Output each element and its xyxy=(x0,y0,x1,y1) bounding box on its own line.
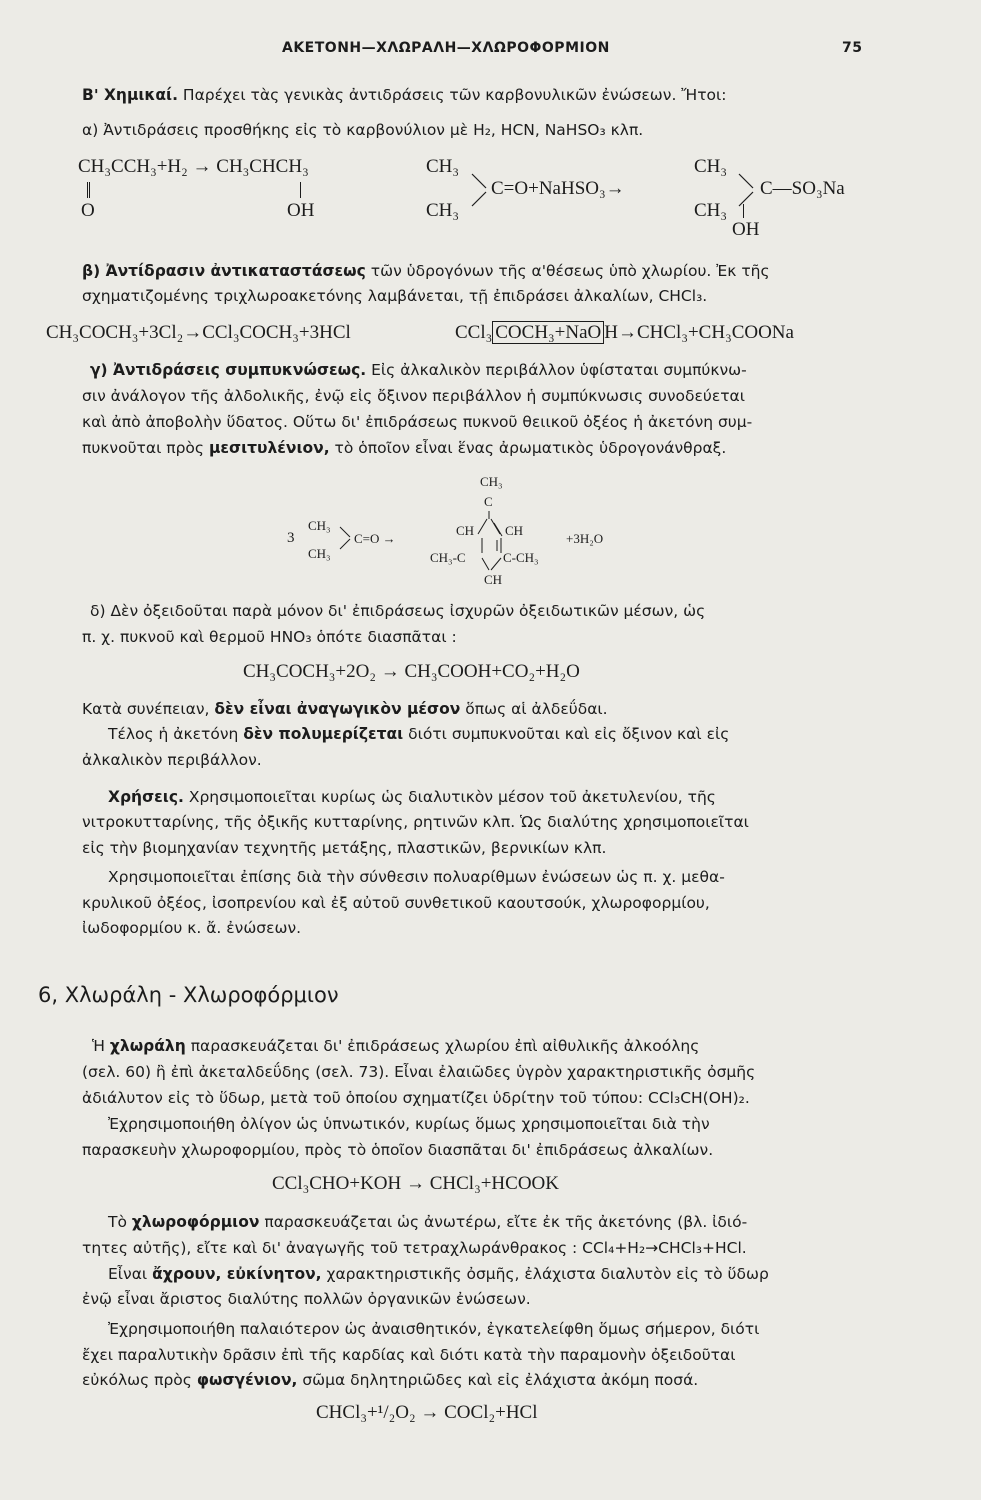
anesthetic-a: εὐκόλως πρὸς xyxy=(82,1371,192,1389)
addition-label: α) Ἀντιδράσεις προσθήκης xyxy=(82,121,290,139)
ring-right-ch: CH xyxy=(505,523,524,538)
properties-line2: ἐνῷ εἶναι ἄριστος διαλύτης πολλῶν ὀργανικῶν ἐνώσεων. xyxy=(82,1290,531,1308)
chloral-line3: ἀδιάλυτον εἰς τὸ ὕδωρ, μετὰ τοῦ ὁποίου σχηματίζει ὑδρίτην τοῦ τύπου: CCl₃CH(OH)₂. xyxy=(82,1089,750,1107)
eq3-product: H→CHCl₃+CH₃COONa xyxy=(604,322,794,343)
chloral-line1: παρασκευάζεται δι' ἐπιδράσεως χλωρίου ἐπὶ αἰθυλικῆς ἀλκοόλης xyxy=(190,1037,700,1055)
equation-chloral-cleavage: CCl₃CHO+KOH → CHCl₃+HCOOK xyxy=(272,1173,559,1194)
acetone-carbonyl-arrow: C=O → xyxy=(354,531,396,546)
ring-top-methyl: CH₃ xyxy=(480,474,503,489)
condensation-text4a: πυκνοῦται πρὸς xyxy=(82,439,205,457)
mesitylene-coefficient: 3 xyxy=(287,530,295,546)
chemical-heading: Β' Χημικαί. xyxy=(82,86,178,104)
acetone-bracket xyxy=(338,525,354,551)
consequence-a: Κατὰ συνέπειαν, xyxy=(82,700,210,718)
condensation-paragraph xyxy=(90,361,747,379)
oxidation-text1: δ) Δὲν ὀξειδοῦται παρὰ μόνον δι' ἐπιδράσεως ἰσχυρῶν ὀξειδωτικῶν μέσων, ὡς xyxy=(90,602,706,620)
finally-c: διότι συμπυκνοῦται καὶ εἰς ὄξινον καὶ εἰς xyxy=(408,725,730,743)
chloroform-line1: παρασκευάζεται ὡς ἀνωτέρω, εἴτε ἐκ τῆς ἀκετόνης (βλ. ἰδιό- xyxy=(264,1213,748,1231)
equation-haloform xyxy=(455,322,794,344)
chloroform-paragraph xyxy=(108,1213,747,1231)
mesitylene-ring-bonds xyxy=(470,490,510,580)
properties-a: Εἶναι xyxy=(108,1265,148,1283)
chloral-p2-line1: Ἐχρησιμοποιήθη ὀλίγον ὡς ὑπνωτικόν, κυρίως ὅμως χρησιμοποιεῖται διὰ τὴν xyxy=(108,1115,710,1133)
mesitylene-acetone-methyl-top: CH₃ xyxy=(308,518,331,533)
eq1-oxygen: O xyxy=(81,200,95,221)
chloroform-term: χλωροφόρμιον xyxy=(131,1213,260,1231)
substitution-label: β) Ἀντίδρασιν ἀντικαταστάσεως xyxy=(82,262,366,280)
single-bond-mark xyxy=(300,182,301,198)
finally-a: Τέλος ἡ ἀκετόνη xyxy=(108,725,239,743)
chloral-p2-line2: παρασκευὴν χλωροφορμίου, πρὸς τὸ ὁποῖον διασπᾶται δι' ἐπιδράσεως ἀλκαλίων. xyxy=(82,1141,714,1159)
addition-text: εἰς τὸ καρβονύλιον μὲ H₂, HCN, NaHSO₃ κλπ. xyxy=(294,121,644,139)
polymerization-line2: ἀλκαλικὸν περιβάλλον. xyxy=(82,751,262,769)
chloroform-article: Τὸ xyxy=(108,1213,127,1231)
eq2-methyl-top: CH₃ xyxy=(426,156,460,177)
section-title: 6, Χλωράλη - Χλωροφόρμιον xyxy=(38,983,339,1007)
uses-p2-line3: ἰωδοφορμίου κ. ἄ. ἐνώσεων. xyxy=(82,919,302,937)
phosgene-term: φωσγένιον, xyxy=(196,1371,298,1389)
eq2-bond xyxy=(743,204,744,218)
uses-heading: Χρήσεις. xyxy=(108,788,184,806)
does-not-polymerize: δὲν πολυμερίζεται xyxy=(243,725,404,743)
ring-bottom-ch: CH xyxy=(484,572,503,587)
chemical-paragraph xyxy=(82,86,727,104)
consequence-c: ὅπως αἱ ἀλδεΰδαι. xyxy=(465,700,608,718)
oxidation-text2: π. χ. πυκνοῦ καὶ θερμοῦ HNO₃ ὁπότε διασπᾶται : xyxy=(82,628,457,646)
eq1-hydroxyl: OH xyxy=(287,200,315,221)
running-header: ΑΚΕΤΟΝΗ—ΧΛΩΡΑΛΗ—ΧΛΩΡΟΦΟΡΜΙΟΝ xyxy=(282,40,610,56)
equation-phosgene: CHCl₃+¹/₂O₂ → COCl₂+HCl xyxy=(316,1402,538,1423)
uses-line2: νιτροκυτταρίνης, τῆς ὀξικῆς κυτταρίνης, ρητινῶν κλπ. Ὡς διαλύτης χρησιμοποιεῖται xyxy=(82,813,749,831)
page-number: 75 xyxy=(842,40,863,56)
ring-left-ch: CH xyxy=(456,523,475,538)
substitution-line2: σχηματιζομένης τριχλωροακετόνης λαμβάνεται, τῇ ἐπιδράσει ἀλκαλίων, CHCl₃. xyxy=(82,287,708,305)
uses-line1: Χρησιμοποιεῖται κυρίως ὡς διαλυτικὸν μέσον τοῦ ἀκετυλενίου, τῆς xyxy=(188,788,716,806)
water-product: +3H₂O xyxy=(566,531,604,546)
ring-bottom-right: C-CH₃ xyxy=(503,550,539,565)
chloroform-line2: τητες αὐτῆς), εἴτε καὶ δι' ἀναγωγῆς τοῦ τετραχλωράνθρακος : CCl₄+H₂→CHCl₃+HCl. xyxy=(82,1239,747,1257)
chloral-paragraph xyxy=(92,1037,699,1055)
consequence-line xyxy=(82,700,608,718)
eq2-product-bracket xyxy=(737,172,757,208)
addition-reactions xyxy=(82,121,643,139)
equation-oxidation: CH₃COCH₃+2O₂ → CH₃COOH+CO₂+H₂O xyxy=(243,661,580,682)
properties-bold: ἄχρουν, εὐκίνητον, xyxy=(152,1265,322,1283)
substitution-text: τῶν ὑδρογόνων τῆς α'θέσεως ὑπὸ χλωρίου. Ἐκ τῆς xyxy=(370,262,770,280)
anesthetic-line2: ἔχει παραλυτικὴν δρᾶσιν ἐπὶ τῆς καρδίας καὶ διότι κατὰ τὴν παραμονὴν ὀξειδοῦται xyxy=(82,1346,736,1364)
properties-c: χαρακτηριστικῆς ὀσμῆς, ἐλάχιστα διαλυτὸν εἰς τὸ ὕδωρ xyxy=(326,1265,769,1283)
ring-bottom-left: CH₃-C xyxy=(430,550,466,565)
eq2-product: C—SO₃Na xyxy=(760,178,845,199)
eq3-boxed-group: COCH₃+NaO xyxy=(492,321,604,344)
equation-chlorination: CH₃COCH₃+3Cl₂→CCl₃COCH₃+3HCl xyxy=(46,322,351,343)
condensation-text2: σιν ἀνάλογον τῆς ἀλδολικῆς, ἐνῷ εἰς ὄξινον περιβάλλον ἡ συμπύκνωσις συνοδεύεται xyxy=(82,387,746,405)
mesitylene-acetone-methyl-bottom: CH₃ xyxy=(308,546,331,561)
anesthetic-c: σῶμα δηλητηριῶδες καὶ εἰς ἐλάχιστα ἀκόμη ποσά. xyxy=(302,1371,699,1389)
not-reducing-agent: δὲν εἶναι ἀναγωγικὸν μέσον xyxy=(214,700,461,718)
chemical-intro: Παρέχει τὰς γενικὰς ἀντιδράσεις τῶν καρβονυλικῶν ἐνώσεων. Ἤτοι: xyxy=(182,86,727,104)
anesthetic-line1: Ἐχρησιμοποιήθη παλαιότερον ὡς ἀναισθητικόν, ἐγκατελείφθη ὅμως σήμερον, διότι xyxy=(108,1320,760,1338)
eq2-product-methyl-top: CH₃ xyxy=(694,156,728,177)
condensation-label: γ) Ἀντιδράσεις συμπυκνώσεως. xyxy=(90,361,367,379)
substitution-paragraph xyxy=(82,262,770,280)
eq2-reaction: C=O+NaHSO₃→ xyxy=(491,178,625,199)
eq2-branch-bracket xyxy=(470,172,490,208)
uses-p2-line1: Χρησιμοποιεῖται ἐπίσης διὰ τὴν σύνθεσιν πολυαρίθμων ἐνώσεων ὡς π. χ. μεθα- xyxy=(108,868,725,886)
uses-line3: εἰς τὴν βιομηχανίαν τεχνητῆς μετάξης, πλαστικῶν, βερνικίων κλπ. xyxy=(82,839,607,857)
polymerization-line xyxy=(108,725,729,743)
uses-paragraph xyxy=(108,788,716,806)
chloral-term: χλωράλη xyxy=(109,1037,186,1055)
condensation-text4c: τὸ ὁποῖον εἶναι ἕνας ἀρωματικὸς ὑδρογονάνθραξ. xyxy=(334,439,727,457)
double-bond-mark xyxy=(87,182,91,198)
condensation-text3: καὶ ἀπὸ ἀποβολὴν ὕδατος. Οὕτω δι' ἐπιδράσεως πυκνοῦ θειικοῦ ὀξέος ἡ ἀκετόνη συμ- xyxy=(82,413,753,431)
eq3-ccl3: CCl₃ xyxy=(455,322,493,343)
mesitylene-term: μεσιτυλένιον, xyxy=(208,439,330,457)
properties-paragraph xyxy=(108,1265,769,1283)
eq2-hydroxyl: OH xyxy=(732,219,760,240)
anesthetic-line3 xyxy=(82,1371,698,1389)
condensation-text4 xyxy=(82,439,726,457)
chloral-line2: (σελ. 60) ἢ ἐπὶ ἀκεταλδεΰδης (σελ. 73). Εἶναι ἐλαιῶδες ὑγρὸν χαρακτηριστικῆς ὀσμῆς xyxy=(82,1063,756,1081)
equation-hydrogenation: CH₃CCH₃+H₂ → CH₃CHCH₃ xyxy=(78,156,309,177)
eq2-methyl-bottom: CH₃ xyxy=(426,200,460,221)
uses-p2-line2: κρυλικοῦ ὀξέος, ἰσοπρενίου καὶ ἐξ αὐτοῦ συνθετικοῦ καουτσούκ, χλωροφορμίου, xyxy=(82,894,710,912)
eq2-product-methyl-bottom: CH₃ xyxy=(694,200,728,221)
condensation-text1: Εἰς ἀλκαλικὸν περιβάλλον ὑφίσταται συμπύκνω- xyxy=(371,361,747,379)
ring-top-carbon: C xyxy=(484,494,493,509)
chloral-article: Ἡ xyxy=(92,1037,105,1055)
